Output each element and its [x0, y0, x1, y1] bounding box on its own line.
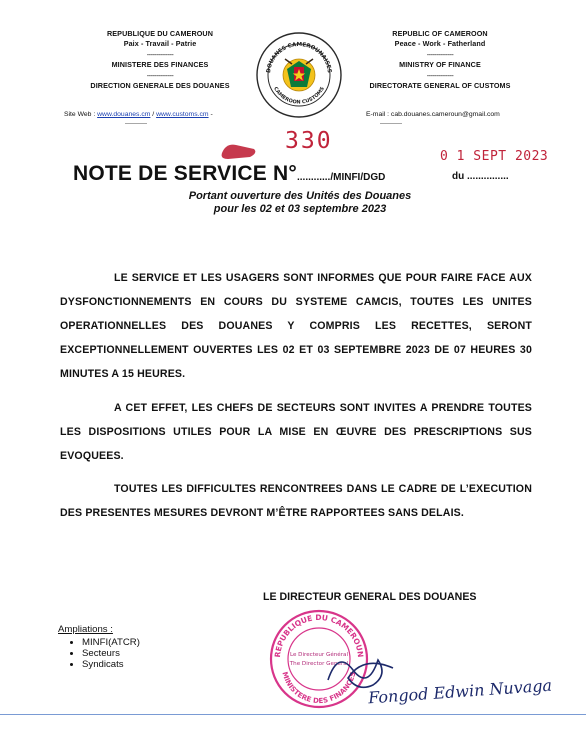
website-dash: -	[210, 111, 213, 118]
body-paragraph-3: TOUTES LES DIFFICULTES RENCONTREES DANS LE CADRE DE L’EXECUTION DES PRESENTES MESURES DEVRONT M’ÊTRE RAPPORTEES SANS DELAIS.	[60, 483, 532, 519]
svg-text:DOUANES CAMEROUNAISES: DOUANES CAMEROUNAISES	[266, 41, 332, 74]
website-underline-dashes: -----------	[125, 121, 147, 127]
email-underline-dashes: -----------	[380, 121, 402, 127]
website-link-customs[interactable]: www.customs.cm	[156, 111, 209, 118]
list-item: • MINFI(ATCR)	[82, 637, 140, 648]
note-title-dots: ............	[297, 172, 331, 183]
svg-text:CAMEROON CUSTOMS: CAMEROON CUSTOMS	[272, 86, 326, 106]
note-title-suffix: /MINFI/DGD	[330, 172, 386, 183]
header-left	[80, 29, 240, 91]
list-item: • Secteurs	[82, 648, 140, 659]
svg-text:REPUBLIQUE DU CAMEROUN: REPUBLIQUE DU CAMEROUN	[272, 612, 366, 658]
amplications-title: Ampliations :	[58, 624, 113, 635]
header-right-ministry: MINISTRY OF FINANCE	[399, 60, 481, 70]
body-paragraph-2: A CET EFFET, LES CHEFS DE SECTEURS SONT INVITES A PRENDRE TOUTES LES DISPOSITIONS UTILES POUR LA MISE EN ŒUVRE DES PRESCRIPTIONS SUS EVOQUEES.	[60, 402, 532, 462]
header-left-separator: --------------	[146, 49, 174, 59]
header-left-ministry: MINISTERE DES FINANCES	[111, 60, 209, 70]
signer-title: LE DIRECTEUR GENERAL DES DOUANES	[263, 591, 477, 603]
svg-text:Le Directeur Général: Le Directeur Général	[289, 652, 349, 658]
red-ink-mark	[220, 139, 260, 161]
header-right-separator: --------------	[426, 49, 454, 59]
header-right-motto: Peace - Work - Fatherland	[394, 39, 486, 49]
signature-name: Fongod Edwin Nuvaga	[367, 675, 553, 708]
customs-emblem-icon	[255, 31, 343, 119]
note-subtitle	[150, 190, 450, 216]
header-right-country: REPUBLIC OF CAMEROON	[392, 29, 488, 38]
header-left-motto: Paix - Travail - Patrie	[123, 39, 197, 49]
customs-logo	[255, 31, 343, 119]
header-right-directorate: DIRECTORATE GENERAL OF CUSTOMS	[369, 81, 511, 91]
subtitle-line-1: Portant ouverture des Unités des Douanes	[188, 190, 412, 202]
body-paragraph-1: LE SERVICE ET LES USAGERS SONT INFORMES QUE POUR FAIRE FACE AUX DYSFONCTIONNEMENTS EN COURS DU SYSTEME CAMCIS, TOUTES LES UNITES OPERATIONNELLES DES DOUANES Y COMPRIS LES RECETTES, SERONT EXCEPTIONNELLEMENT OUVERTES LES 02 ET 03 SEPTEMBRE 2023 DE 07 HEURES 30 MINUTES A 15 HEURES.	[60, 272, 532, 380]
header-left-country: REPUBLIQUE DU CAMEROUN	[106, 29, 214, 38]
footer-divider	[0, 714, 586, 715]
header-left-separator-2: --------------	[146, 70, 174, 80]
website-link-douanes[interactable]: www.douanes.cm	[97, 111, 151, 118]
subtitle-line-2: pour les 02 et 03 septembre 2023	[213, 203, 387, 215]
header-right	[360, 29, 520, 91]
note-title-main: NOTE DE SERVICE N°	[73, 162, 297, 185]
note-date-label: du ...............	[452, 171, 509, 182]
website-label: Site Web :	[64, 111, 96, 118]
note-title	[73, 162, 385, 186]
amplications-list	[58, 637, 140, 670]
header-right-separator-2: --------------	[426, 70, 454, 80]
svg-text:The Director General: The Director General	[289, 661, 349, 667]
date-stamp: 0 1 SEPT 2023	[440, 149, 549, 164]
website-separator: /	[152, 111, 155, 118]
amplications-block	[58, 624, 140, 670]
registration-number-stamp: 330	[285, 128, 333, 154]
email-line: E-mail : cab.douanes.cameroun@gmail.com	[366, 111, 500, 118]
list-item: • Syndicats	[82, 659, 140, 670]
svg-text:MINISTERE DES FINANCES: MINISTERE DES FINANCES	[280, 670, 358, 706]
header-left-directorate: DIRECTION GENERALE DES DOUANES	[90, 81, 230, 91]
website-line	[64, 111, 213, 118]
